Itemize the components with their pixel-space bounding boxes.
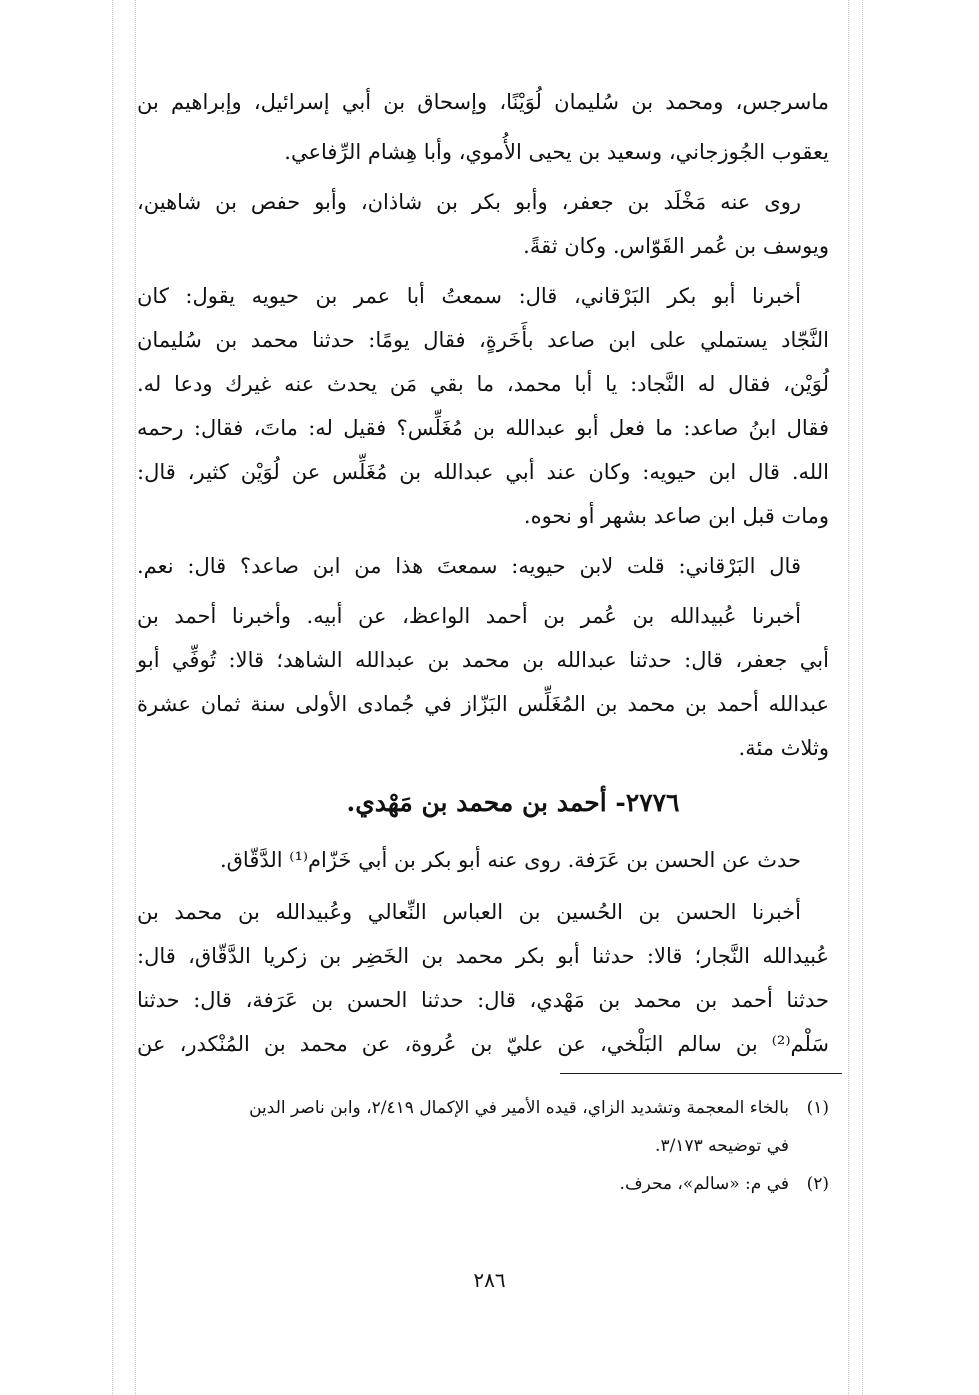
entry-heading: ٢٧٧٦- أحمد بن محمد بن مَهْدي. bbox=[346, 788, 680, 817]
text-line: لُوَيْن، فقال له النَّجاد: يا أبا محمد، ما بقي مَن يحدث عنه غيرك ودعا له. bbox=[137, 372, 829, 396]
text-line: ويوسف بن عُمر القَوّاس. وكان ثقةً. bbox=[523, 234, 829, 258]
text-line: سَلْم⁽²⁾ بن سالم البَلْخي، عن عليّ بن عُروة، عن محمد بن المُنْكدر، عن bbox=[137, 1032, 829, 1056]
footnote-text: في م: «سالم»، محرف. bbox=[619, 1174, 789, 1194]
scan-guide-line bbox=[862, 0, 863, 1395]
text-line: النَّجّاد يستملي على ابن صاعد بأَخَرةٍ، فقال يومًا: حدثنا محمد بن سُليمان bbox=[137, 328, 829, 352]
text-line: حدثنا أحمد بن محمد بن مَهْدي، قال: حدثنا الحسن بن عَرَفة، قال: حدثنا bbox=[137, 988, 829, 1012]
page-number: ٢٨٦ bbox=[473, 1268, 506, 1292]
text-line: يعقوب الجُوزجاني، وسعيد بن يحيى الأُموي، وأبا هِشام الرِّفاعي. bbox=[284, 140, 829, 164]
text-line: فقال ابنُ صاعد: ما فعل أبو عبدالله بن مُغَلِّس؟ فقيل له: ماتَ، فقال: رحمه bbox=[137, 416, 829, 440]
footnote-number: (١) bbox=[806, 1098, 829, 1118]
footnote-1 bbox=[137, 1100, 829, 1117]
footnote-continuation: في توضيحه ٣/١٧٣. bbox=[655, 1136, 789, 1156]
text-line: وثلاث مئة. bbox=[738, 736, 829, 760]
footnote-number: (٢) bbox=[806, 1174, 829, 1194]
text-line: أبي جعفر، قال: حدثنا عبدالله بن محمد بن عبدالله الشاهد؛ قالا: تُوفِّي أبو bbox=[137, 648, 829, 672]
footnote-text: بالخاء المعجمة وتشديد الزاي، قيده الأمير في الإكمال ٢/٤١٩، وابن ناصر الدين bbox=[249, 1098, 789, 1118]
text-line: روى عنه مَخْلَد بن جعفر، وأبو بكر بن شاذان، وأبو حفص بن شاهين، bbox=[137, 190, 801, 214]
text-line: ومات قبل ابن صاعد بشهر أو نحوه. bbox=[523, 504, 829, 528]
scan-guide-line bbox=[135, 0, 136, 1395]
footnote-2 bbox=[137, 1176, 829, 1193]
scan-guide-line bbox=[112, 0, 113, 1395]
text-line: الله. قال ابن حيويه: وكان عند أبي عبدالله بن مُغَلِّس عن لُوَيْن كثير، قال: bbox=[137, 460, 829, 484]
text-line: أخبرنا عُبيدالله بن عُمر بن أحمد الواعظ، عن أبيه. وأخبرنا أحمد بن bbox=[137, 604, 801, 628]
text-line: عبدالله أحمد بن محمد بن المُغَلِّس البَزّاز في جُمادى الأولى سنة ثمان عشرة bbox=[137, 692, 829, 716]
footnote-divider bbox=[560, 1073, 842, 1074]
text-line: ماسرجس، ومحمد بن سُليمان لُوَيْنًا، وإسحاق بن أبي إسرائيل، وإبراهيم بن bbox=[137, 90, 829, 114]
text-line: حدث عن الحسن بن عَرَفة. روى عنه أبو بكر بن أبي خَزّام⁽¹⁾ الدَّقّاق. bbox=[219, 848, 801, 872]
text-line: أخبرنا الحسن بن الحُسين بن العباس النِّعالي وعُبيدالله بن محمد بن bbox=[137, 900, 801, 924]
text-line: عُبيدالله النَّجار؛ قالا: حدثنا أبو بكر محمد بن الخَضِر بن زكريا الدَّقّاق، قال: bbox=[137, 944, 829, 968]
text-line: قال البَرْقاني: قلت لابن حيويه: سمعتَ هذا من ابن صاعد؟ قال: نعم. bbox=[137, 554, 801, 578]
scan-guide-line bbox=[848, 0, 849, 1395]
text-line: أخبرنا أبو بكر البَرْقاني، قال: سمعتُ أبا عمر بن حيويه يقول: كان bbox=[137, 284, 801, 308]
